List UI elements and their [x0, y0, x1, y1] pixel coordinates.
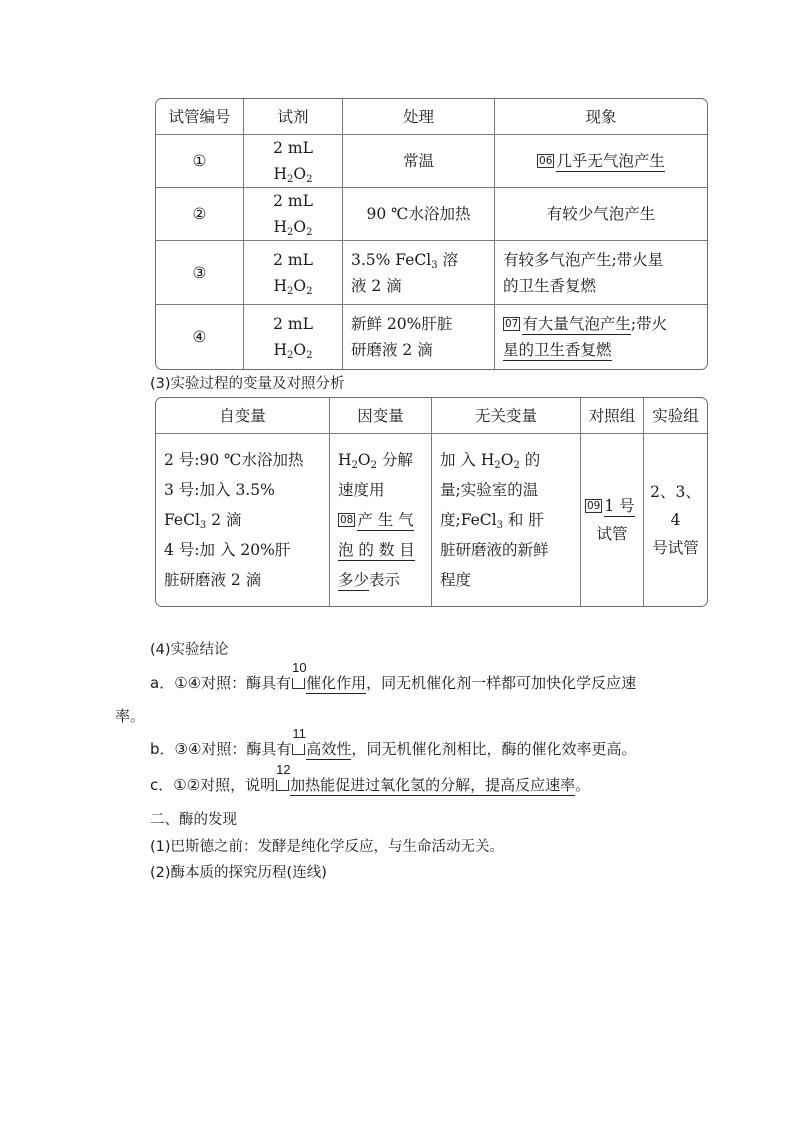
phenomenon: 07 有大量气泡产生;带火 星的卫生香复燃: [503, 315, 668, 359]
treatment: 常温: [343, 135, 495, 188]
answer-mark: 06: [539, 155, 553, 167]
answer-mark: 07: [505, 318, 519, 330]
conclusion-a-wrap: 率。: [115, 707, 146, 725]
conclusion-a: a．①④对照：酶具有 10 催化作用，同无机催化剂一样都可加快化学反应速: [150, 660, 637, 692]
tube-id: ①: [156, 135, 244, 188]
phenomenon: 有较多气泡产生;带火星 的卫生香复燃: [495, 241, 707, 305]
header-control: 对照组: [581, 398, 644, 434]
table-header-row: [156, 398, 707, 434]
table-row: [156, 135, 707, 188]
table-row: [156, 188, 707, 241]
dependent-variable: $H_2O_2$ 分解 速度用 08 产 生 气 泡 的 数 目 多少表示: [330, 434, 432, 606]
treatment: 3.5% FeCl$_3$ 溶 液 2 滴: [343, 241, 495, 305]
independent-variable: 2 号:90 ℃水浴加热 3 号:加入 3.5% FeCl$_3$ 2 滴 4 号:加 入 20%肝 脏研磨液 2 滴: [156, 434, 330, 606]
table-row: [156, 434, 707, 606]
tube-id: ②: [156, 188, 244, 241]
header-experimental: 实验组: [644, 398, 707, 434]
blank-number: 10: [292, 678, 305, 689]
reagent: 2 mL $H_2O_2$: [244, 135, 343, 188]
header-tube-id: 试管编号: [156, 99, 244, 135]
table-row: [156, 305, 707, 369]
header-treatment: 处理: [343, 99, 495, 135]
conclusion-c: c．①②对照，说明 12 加热能促进过氧化氢的分解，提高反应速率。: [150, 762, 591, 794]
table-header-row: [156, 99, 707, 135]
tube-id: ③: [156, 241, 244, 305]
header-dependent: 因变量: [330, 398, 432, 434]
table-row: [156, 241, 707, 305]
blank-number: 12: [276, 780, 289, 791]
phenomenon: 有较少气泡产生: [495, 188, 707, 241]
answer-mark: 09: [587, 500, 601, 512]
conclusion-b: b．③④对照：酶具有 11 高效性，同无机催化剂相比，酶的催化效率更高。: [150, 726, 637, 758]
treatment: 90 ℃水浴加热: [343, 188, 495, 241]
section-two-title: 二、酶的发现: [150, 812, 237, 828]
header-phenomenon: 现象: [495, 99, 707, 135]
section-3-title: (3)实验过程的变量及对照分析: [150, 376, 345, 392]
section-4-title: (4)实验结论: [150, 642, 229, 658]
section-two-paragraph-2: (2)酶本质的探究历程(连线): [150, 865, 327, 881]
header-reagent: 试剂: [244, 99, 343, 135]
treatment: 新鲜 20%肝脏 研磨液 2 滴: [343, 305, 495, 369]
blank-number: 11: [292, 744, 305, 755]
header-irrelevant: 无关变量: [432, 398, 581, 434]
control-group: 09 1 号 试管: [581, 434, 644, 606]
reagent: 2 mL $H_2O_2$: [244, 241, 343, 305]
reagent: 2 mL $H_2O_2$: [244, 305, 343, 369]
irrelevant-variable: 加 入 $H_2O_2$ 的 量;实验室的温 度;FeCl$_3$ 和 肝 脏研磨液的新鲜 程度: [432, 434, 581, 606]
tube-id: ④: [156, 305, 244, 369]
experimental-group: 2、3、4 号试管: [650, 483, 701, 557]
experiment-table: [155, 98, 708, 370]
reagent: 2 mL $H_2O_2$: [244, 188, 343, 241]
header-independent: 自变量: [156, 398, 330, 434]
variable-analysis-table: [155, 397, 708, 607]
answer-mark: 08: [340, 514, 354, 526]
phenomenon: 06 几乎无气泡产生: [495, 135, 707, 188]
section-two-paragraph-1: (1)巴斯德之前：发酵是纯化学反应，与生命活动无关。: [150, 839, 505, 855]
